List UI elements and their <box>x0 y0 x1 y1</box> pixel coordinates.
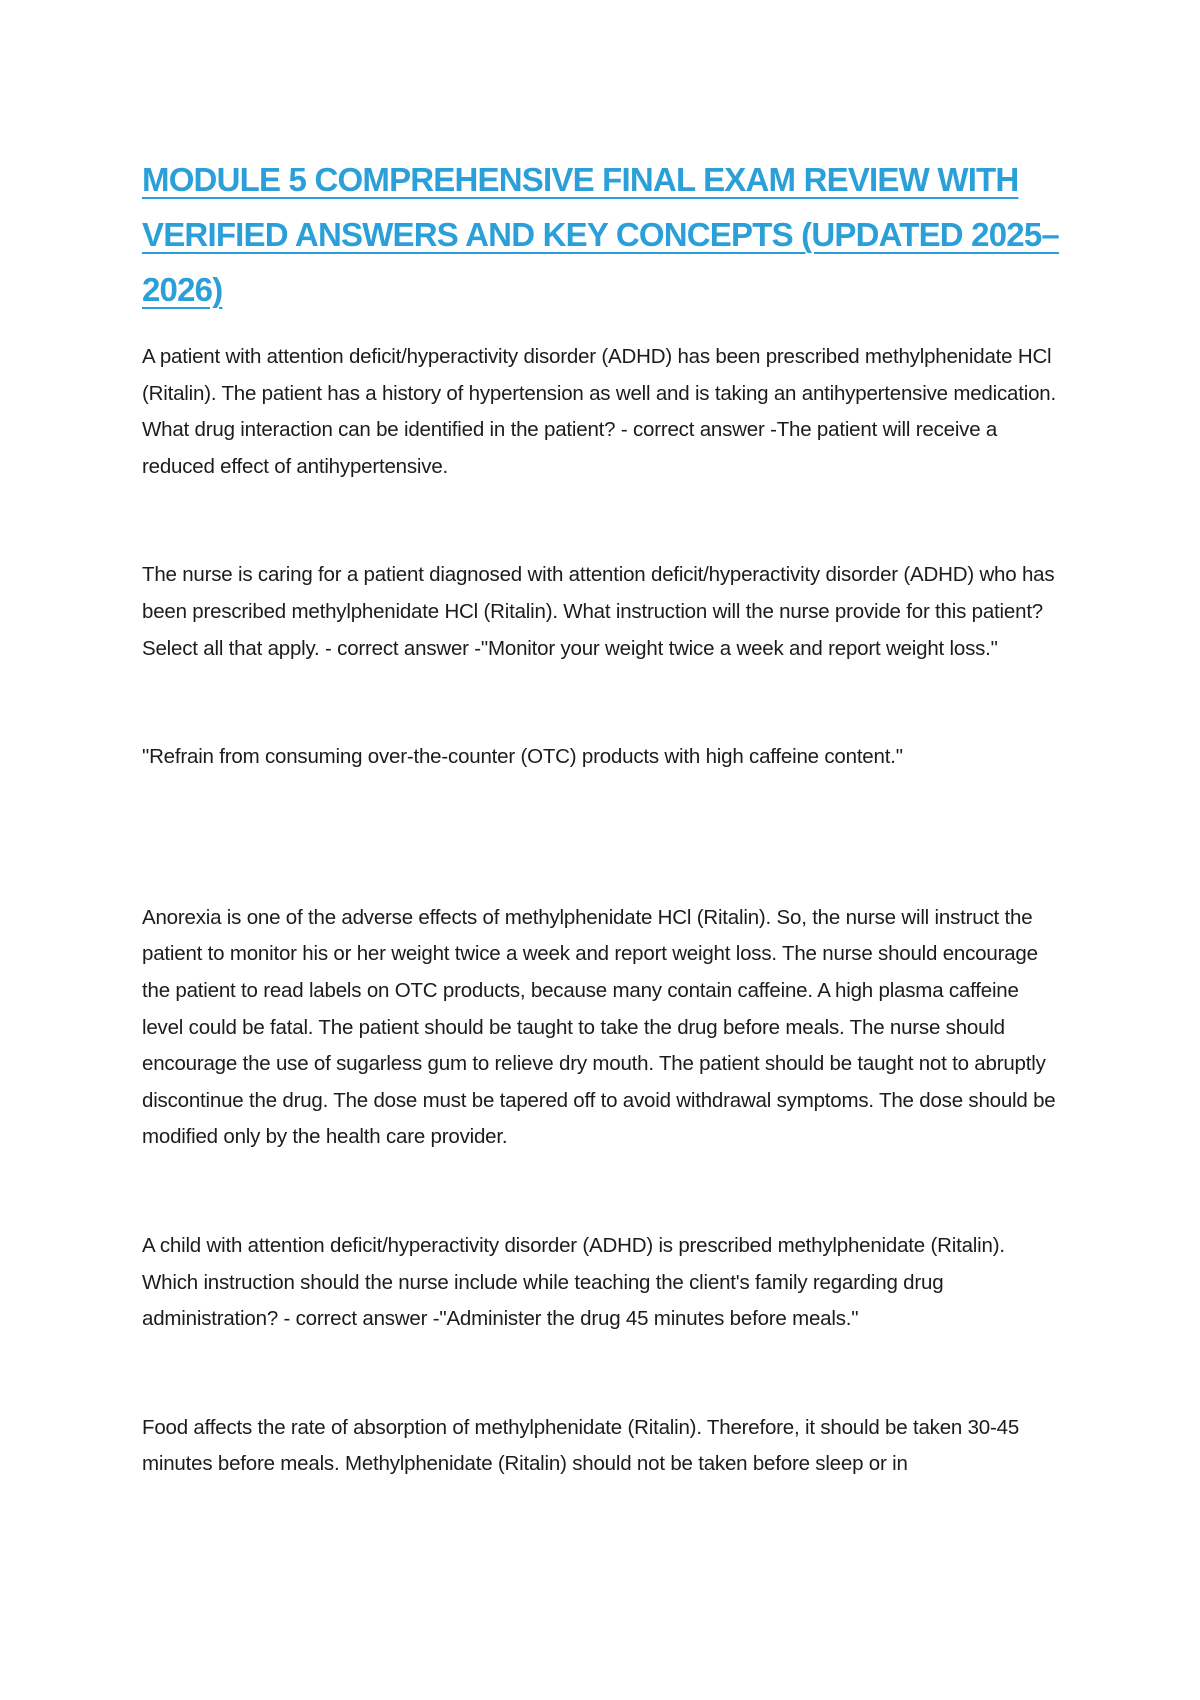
paragraph-answer-option: "Refrain from consuming over-the-counter (OTC) products with high caffeine content." <box>142 745 903 769</box>
paragraph-question-1: A patient with attention deficit/hyperactivity disorder (ADHD) has been prescribed methylphenidate HCl (Ritalin). The patient has a history of hypertension as well and is taking an antihypertensive medication. What drug interaction can be identified in the patient? - correct answer -The patient will receive a reduced effect of antihypertensive. <box>142 345 1056 478</box>
paragraph-rationale-1: Anorexia is one of the adverse effects of methylphenidate HCl (Ritalin). So, the nurse will instruct the patient to monitor his or her weight twice a week and report weight loss. The nurse should encourage the patient to read labels on OTC products, because many contain caffeine. A high plasma caffeine level could be fatal. The patient should be taught to take the drug before meals. The nurse should encourage the use of sugarless gum to relieve dry mouth. The patient should be taught not to abruptly discontinue the drug. The dose must be tapered off to avoid withdrawal symptoms. The dose should be modified only by the health care provider. <box>142 905 1056 1149</box>
paragraph-rationale-2: Food affects the rate of absorption of methylphenidate (Ritalin). Therefore, it should be taken 30-45 minutes before meals. Methylphenidate (Ritalin) should not be taken before sleep or in <box>142 1415 1020 1476</box>
spacer <box>142 776 1062 900</box>
document-body <box>142 152 1062 1483</box>
page-title-link[interactable]: MODULE 5 COMPREHENSIVE FINAL EXAM REVIEW WITH VERIFIED ANSWERS AND KEY CONCEPTS (UPDATED 2025–2026) <box>142 161 1059 308</box>
paragraph-question-3: A child with attention deficit/hyperactivity disorder (ADHD) is prescribed methylphenidate (Ritalin). Which instruction should the nurse include while teaching the client's family regarding drug administration? - correct answer -"Administer the drug 45 minutes before meals." <box>142 1233 1005 1331</box>
spacer <box>142 485 1062 557</box>
spacer <box>142 1156 1062 1228</box>
spacer <box>142 1338 1062 1410</box>
spacer <box>142 667 1062 739</box>
paragraph-question-2: The nurse is caring for a patient diagnosed with attention deficit/hyperactivity disorder (ADHD) who has been prescribed methylphenidate HCl (Ritalin). What instruction will the nurse provide for this patient? Select all that apply. - correct answer -"Monitor your weight twice a week and report weight loss." <box>142 563 1055 660</box>
